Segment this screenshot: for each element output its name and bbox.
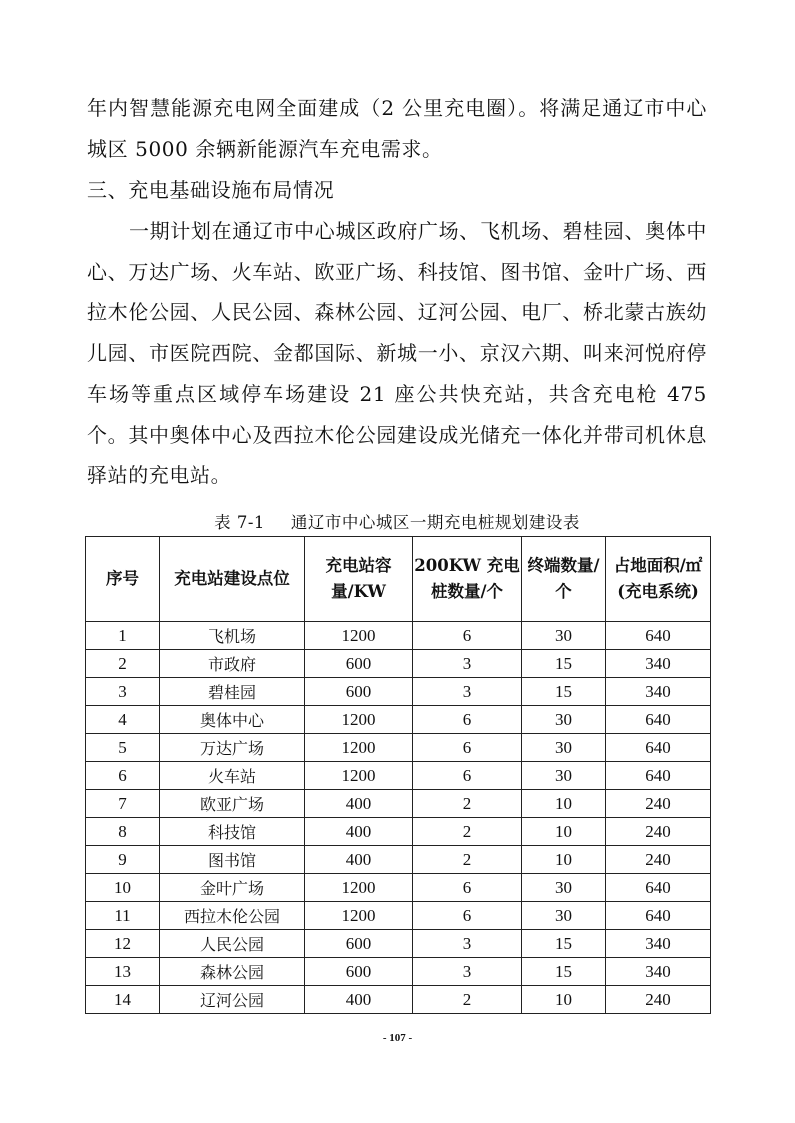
cell-site: 飞机场 bbox=[160, 622, 305, 650]
header-seq: 序号 bbox=[86, 537, 160, 622]
cell-terminals: 30 bbox=[522, 734, 606, 762]
cell-seq: 10 bbox=[86, 874, 160, 902]
cell-capacity: 1200 bbox=[305, 902, 413, 930]
cell-seq: 1 bbox=[86, 622, 160, 650]
table-row bbox=[86, 958, 711, 986]
cell-site: 火车站 bbox=[160, 762, 305, 790]
page-number: - 107 - bbox=[382, 1032, 413, 1044]
table-caption-title: 通辽市中心城区一期充电桩规划建设表 bbox=[290, 513, 580, 532]
table-row bbox=[86, 762, 711, 790]
cell-terminals: 10 bbox=[522, 846, 606, 874]
cell-site: 人民公园 bbox=[160, 930, 305, 958]
header-piles: 200KW 充电桩数量/个 bbox=[413, 537, 522, 622]
cell-capacity: 400 bbox=[305, 986, 413, 1014]
cell-terminals: 15 bbox=[522, 958, 606, 986]
cell-seq: 11 bbox=[86, 902, 160, 930]
cell-seq: 12 bbox=[86, 930, 160, 958]
cell-site: 市政府 bbox=[160, 650, 305, 678]
cell-seq: 14 bbox=[86, 986, 160, 1014]
cell-piles: 3 bbox=[413, 678, 522, 706]
table-row bbox=[86, 930, 711, 958]
cell-terminals: 15 bbox=[522, 678, 606, 706]
table-row bbox=[86, 986, 711, 1014]
section-heading: 三、充电基础设施布局情况 bbox=[87, 178, 335, 202]
body-paragraph: 一期计划在通辽市中心城区政府广场、飞机场、碧桂园、奥体中心、万达广场、火车站、欧亚广场、科技馆、图书馆、金叶广场、西拉木伦公园、人民公园、森林公园、辽河公园、电厂、桥北蒙古族幼儿园、市医院西院、金都国际、新城一小、京汉六期、叫来河悦府停车场等重点区域停车场建设 21 座公共快充站，共含充电枪 475 个。其中奥体中心及西拉木伦公园建设成光储充一体化并带司机休息驿站的充电站。 bbox=[87, 219, 707, 488]
cell-seq: 6 bbox=[86, 762, 160, 790]
table-row bbox=[86, 622, 711, 650]
cell-capacity: 1200 bbox=[305, 706, 413, 734]
cell-area: 640 bbox=[606, 622, 711, 650]
cell-piles: 3 bbox=[413, 650, 522, 678]
cell-terminals: 30 bbox=[522, 762, 606, 790]
cell-piles: 6 bbox=[413, 902, 522, 930]
cell-area: 340 bbox=[606, 930, 711, 958]
cell-capacity: 1200 bbox=[305, 762, 413, 790]
cell-piles: 6 bbox=[413, 762, 522, 790]
cell-area: 340 bbox=[606, 678, 711, 706]
cell-site: 碧桂园 bbox=[160, 678, 305, 706]
cell-site: 万达广场 bbox=[160, 734, 305, 762]
cell-terminals: 15 bbox=[522, 930, 606, 958]
cell-capacity: 400 bbox=[305, 846, 413, 874]
cell-capacity: 600 bbox=[305, 650, 413, 678]
cell-terminals: 30 bbox=[522, 902, 606, 930]
cell-area: 640 bbox=[606, 706, 711, 734]
cell-area: 240 bbox=[606, 790, 711, 818]
table-row bbox=[86, 790, 711, 818]
table-header-row bbox=[86, 537, 711, 622]
header-capacity: 充电站容量/KW bbox=[305, 537, 413, 622]
cell-seq: 9 bbox=[86, 846, 160, 874]
cell-seq: 7 bbox=[86, 790, 160, 818]
cell-piles: 2 bbox=[413, 846, 522, 874]
cell-area: 340 bbox=[606, 650, 711, 678]
cell-terminals: 30 bbox=[522, 874, 606, 902]
cell-terminals: 15 bbox=[522, 650, 606, 678]
table-row bbox=[86, 902, 711, 930]
cell-capacity: 1200 bbox=[305, 874, 413, 902]
table-row bbox=[86, 734, 711, 762]
cell-terminals: 30 bbox=[522, 622, 606, 650]
cell-terminals: 10 bbox=[522, 790, 606, 818]
cell-site: 森林公园 bbox=[160, 958, 305, 986]
table-row bbox=[86, 678, 711, 706]
cell-piles: 6 bbox=[413, 622, 522, 650]
cell-area: 340 bbox=[606, 958, 711, 986]
cell-seq: 4 bbox=[86, 706, 160, 734]
cell-capacity: 600 bbox=[305, 678, 413, 706]
cell-piles: 3 bbox=[413, 958, 522, 986]
table-caption-number: 表 7-1 bbox=[214, 513, 265, 532]
cell-capacity: 400 bbox=[305, 790, 413, 818]
continuation-paragraph: 年内智慧能源充电网全面建成（2 公里充电圈）。将满足通辽市中心城区 5000 余辆新能源汽车充电需求。 bbox=[87, 96, 707, 161]
cell-seq: 2 bbox=[86, 650, 160, 678]
cell-capacity: 600 bbox=[305, 958, 413, 986]
cell-area: 640 bbox=[606, 734, 711, 762]
cell-site: 科技馆 bbox=[160, 818, 305, 846]
cell-site: 西拉木伦公园 bbox=[160, 902, 305, 930]
cell-seq: 13 bbox=[86, 958, 160, 986]
header-area: 占地面积/㎡(充电系统) bbox=[606, 537, 711, 622]
cell-terminals: 10 bbox=[522, 986, 606, 1014]
cell-seq: 5 bbox=[86, 734, 160, 762]
cell-area: 640 bbox=[606, 874, 711, 902]
cell-piles: 3 bbox=[413, 930, 522, 958]
table-row bbox=[86, 874, 711, 902]
header-terminals: 终端数量/个 bbox=[522, 537, 606, 622]
header-site: 充电站建设点位 bbox=[160, 537, 305, 622]
cell-piles: 6 bbox=[413, 706, 522, 734]
cell-site: 图书馆 bbox=[160, 846, 305, 874]
table-caption bbox=[87, 509, 707, 533]
table-row bbox=[86, 846, 711, 874]
cell-area: 640 bbox=[606, 902, 711, 930]
cell-site: 金叶广场 bbox=[160, 874, 305, 902]
cell-capacity: 1200 bbox=[305, 622, 413, 650]
charging-plan-table bbox=[85, 536, 711, 1014]
cell-site: 辽河公园 bbox=[160, 986, 305, 1014]
cell-site: 欧亚广场 bbox=[160, 790, 305, 818]
cell-piles: 2 bbox=[413, 818, 522, 846]
cell-area: 240 bbox=[606, 986, 711, 1014]
cell-capacity: 400 bbox=[305, 818, 413, 846]
table-row bbox=[86, 706, 711, 734]
cell-terminals: 30 bbox=[522, 706, 606, 734]
cell-area: 640 bbox=[606, 762, 711, 790]
cell-piles: 2 bbox=[413, 986, 522, 1014]
cell-piles: 6 bbox=[413, 734, 522, 762]
cell-terminals: 10 bbox=[522, 818, 606, 846]
cell-piles: 2 bbox=[413, 790, 522, 818]
cell-area: 240 bbox=[606, 846, 711, 874]
cell-piles: 6 bbox=[413, 874, 522, 902]
cell-seq: 8 bbox=[86, 818, 160, 846]
cell-site: 奥体中心 bbox=[160, 706, 305, 734]
table-row bbox=[86, 650, 711, 678]
table-row bbox=[86, 818, 711, 846]
cell-capacity: 1200 bbox=[305, 734, 413, 762]
cell-area: 240 bbox=[606, 818, 711, 846]
cell-capacity: 600 bbox=[305, 930, 413, 958]
cell-seq: 3 bbox=[86, 678, 160, 706]
